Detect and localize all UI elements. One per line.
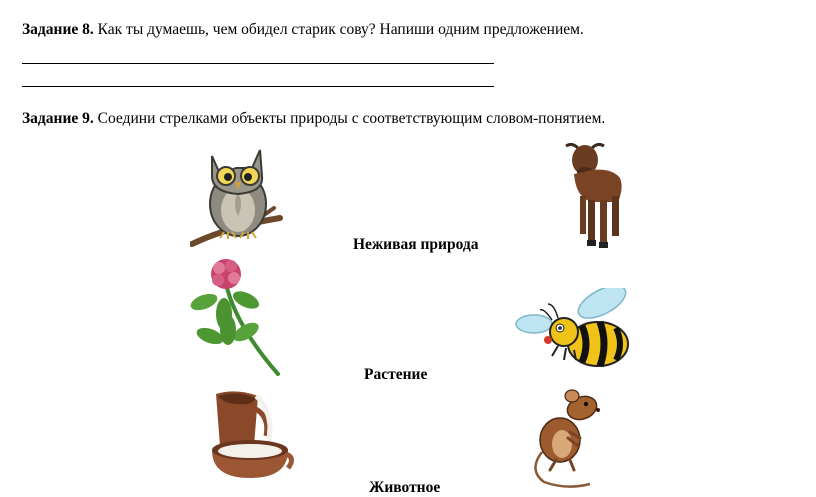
task-9-question	[22, 110, 605, 128]
mouse-picture[interactable]	[526, 388, 606, 490]
cow-picture[interactable]	[562, 138, 628, 250]
task-9-label: Задание 9.	[22, 110, 94, 127]
concept-animal[interactable]: Животное	[369, 479, 441, 496]
task-9-text: Соедини стрелками объекты природы с соответствующим словом-понятием.	[97, 110, 606, 127]
bee-picture[interactable]	[514, 288, 632, 378]
clover-picture[interactable]	[186, 256, 282, 376]
concept-plant[interactable]: Растение	[364, 366, 428, 383]
concept-nonliving-nature[interactable]: Неживая природа	[353, 236, 479, 253]
task-8-text: Как ты думаешь, чем обидел старик сову? Напиши одним предложением.	[97, 21, 584, 38]
milk-picture[interactable]	[208, 386, 294, 482]
answer-line-2[interactable]	[22, 86, 494, 87]
task-8-label: Задание 8.	[22, 21, 94, 38]
answer-line-1[interactable]	[22, 63, 494, 64]
task-8-question	[22, 21, 584, 39]
owl-picture[interactable]	[190, 142, 286, 250]
